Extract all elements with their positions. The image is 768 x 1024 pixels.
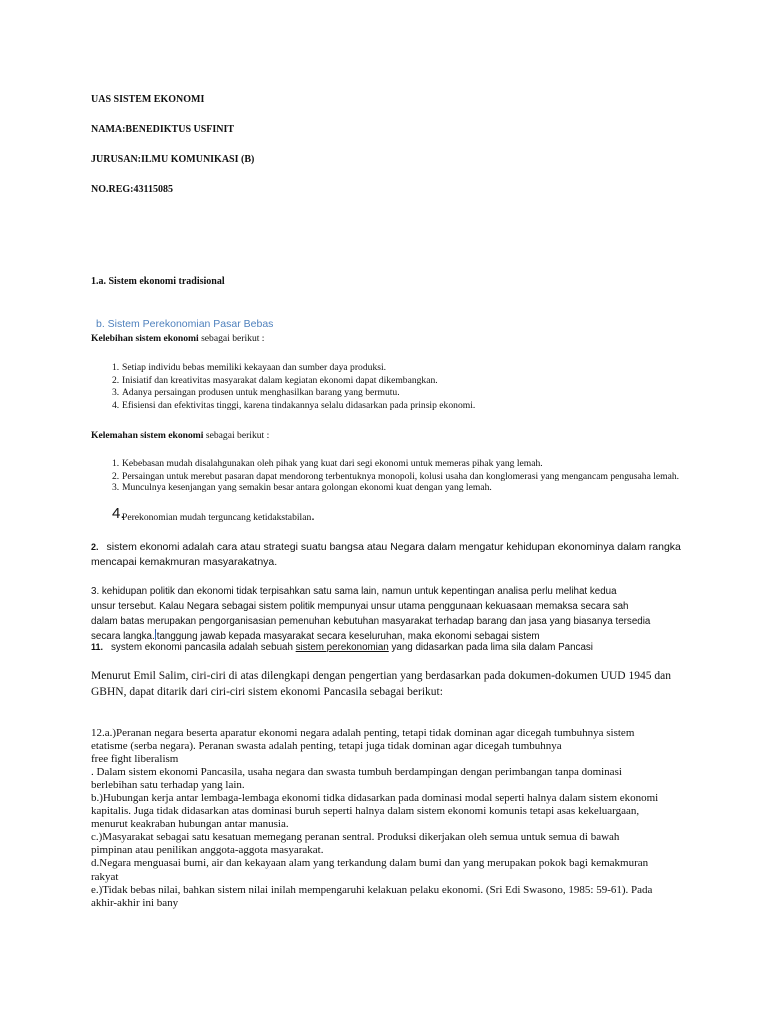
list-item: 3. Munculnya kesenjangan yang semakin besar antara golongan ekonomi kuat dengan yang lemah. (112, 482, 492, 493)
kelemahan-item4-num: 4. (112, 505, 125, 522)
section-3: 3. kehidupan politik dan ekonomi tidak terpisahkan satu sama lain, namun untuk kepentingan analisa perlu melihat kedua unsur tersebut. Kalau Negara sebagai sistem politik mempunyai unsur utama penggunaan kekuasaan memaksa secara sah dalam batas merupakan pengorganisasian pemenuhan kebutuhan masyarakat terhadap barang dan jasa yang biasanya tersedia secara langka. tanggung jawab kepada masyarakat secara keseluruhan, maka ekonomi sebagai sistem (91, 586, 651, 642)
list-item: 4. Efisiensi dan efektivitas tinggi, karena tindakannya selalu didasarkan pada prinsip ekonomi. (112, 399, 476, 411)
list-item: 1. Kebebasan mudah disalahgunakan oleh pihak yang kuat dari segi ekonomi untuk memeras pihak yang lemah. (112, 458, 543, 469)
list-item: 2. Persaingan untuk merebut pasaran dapat mendorong terbentuknya monopoli, kolusi usaha dan konglomerasi yang mengancam pengusaha lemah. (112, 470, 680, 482)
list-item: 3. Adanya persaingan produsen untuk menghasilkan barang yang bermutu. (112, 387, 400, 398)
section-11-num: 11. (91, 642, 104, 652)
kelebihan-bold: Kelebihan sistem ekonomi (91, 333, 199, 344)
student-reg-no: NO.REG:43115085 (91, 184, 173, 195)
kelemahan-item4: Perekonomian mudah terguncang ketidakstabilan. (122, 509, 315, 524)
kelemahan-bold: Kelemahan sistem ekonomi (91, 430, 204, 441)
sistem-perekonomian-link: sistem perekonomian (295, 642, 389, 653)
student-major: JURUSAN:ILMU KOMUNIKASI (B) (91, 154, 255, 165)
doc-title: UAS SISTEM EKONOMI (91, 94, 205, 105)
section-2-text: sistem ekonomi adalah cara atau strategi suatu bangsa atau Negara dalam mengatur kehidupan ekonominya dalam rangka mencapai kemakmuran masyarakatnya. (91, 541, 681, 568)
list-item: 2. Inisiatif dan kreativitas masyarakat dalam kegiatan ekonomi dapat dikembangkan. (112, 374, 438, 386)
heading-1b: b. Sistem Perekonomian Pasar Bebas (96, 318, 274, 330)
kelebihan-heading (91, 333, 264, 344)
section-12: 12.a.)Peranan negara beserta aparatur ekonomi negara adalah penting, tetapi tidak dominan agar dicegah tumbuhnya sistem etatisme (serba negara). Peranan swasta adalah penting, tetapi juga tidak dominan agar dicegah tumbuhnya free fight liberalism . Dalam sistem ekonomi Pancasila, usaha negara dan swasta tumbuh berdampingan dengan perimbangan tanpa dominasi berlebihan satu terhadap yang lain. b.)Hubungan kerja antar lembaga-lembaga ekonomi tidka didasarkan pada dominasi modal seperti halnya dalam sistem ekonomi kapitalis. Juga tidak didasarkan atas dominasi buruh seperti halnya dalam sistem ekonomi komunis tetapi asas kekeluargaan, menurut keakraban hubungan antar manusia. c.)Masyarakat sebagai satu kesatuan memegang peranan sentral. Produksi dikerjakan oleh semua untuk semua di bawah pimpinan atau penilikan anggota-aggota masyarakat. d.Negara menguasai bumi, air dan kekayaan alam yang terkandung dalam bumi dan yang merupakan pokok bagi kemakmuran rakyat e.)Tidak bebas nilai, bahkan sistem nilai inilah mempengaruhi kelakuan pelaku ekonomi. (Sri Edi Swasono, 1985: 59-61). Pada akhir-akhir ini bany (91, 727, 659, 909)
section-2 (91, 540, 681, 569)
list-item: 1. Setiap individu bebas memiliki kekayaan dan sumber daya produksi. (112, 362, 387, 373)
kelebihan-list (91, 362, 681, 412)
heading-1a: 1.a. Sistem ekonomi tradisional (91, 276, 225, 287)
student-name: NAMA:BENEDIKTUS USFINIT (91, 124, 235, 135)
emil-salim-paragraph: Menurut Emil Salim, ciri-ciri di atas dilengkapi dengan pengertian yang berdasarkan pada dokumen-dokumen UUD 1945 dan GBHN, dapat ditarik dari ciri-ciri sistem ekonomi Pancasila sebagai berikut: (91, 670, 671, 698)
text-cursor (155, 629, 156, 640)
section-11: 11. system ekonomi pancasila adalah sebuah sistem perekonomian yang didasarkan pada lima sila dalam Pancasi (91, 642, 593, 653)
kelebihan-rest: sebagai berikut : (198, 333, 265, 344)
kelemahan-heading (91, 430, 269, 441)
kelemahan-list (91, 458, 681, 495)
section-2-num: 2. (91, 542, 99, 552)
kelemahan-rest: sebagai berikut : (203, 430, 270, 441)
